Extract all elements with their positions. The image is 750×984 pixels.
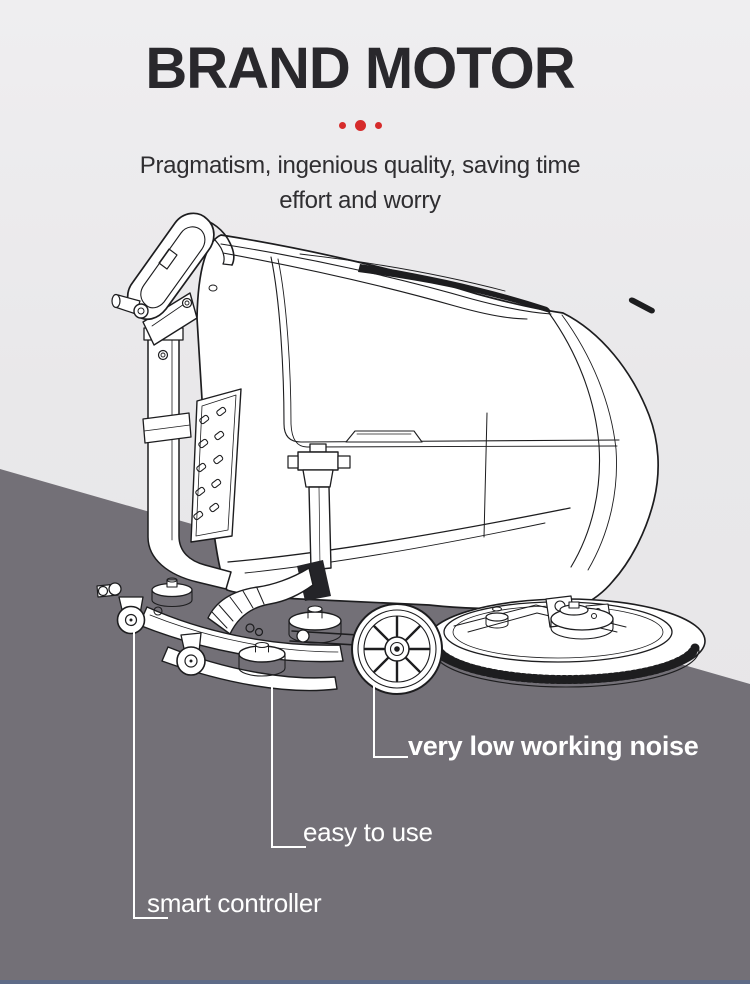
subtitle (0, 149, 720, 219)
header (0, 36, 720, 219)
dot-icon (355, 120, 366, 131)
dot-icon (375, 122, 382, 129)
page-title: BRAND MOTOR (145, 36, 575, 101)
label-easy-to-use: easy to use (303, 817, 433, 847)
label-low-noise: very low working noise (408, 731, 699, 761)
dot-icon (339, 122, 346, 129)
subtitle-line-2: effort and worry (279, 186, 441, 214)
bottom-accent-bar (0, 980, 750, 984)
label-smart-controller: smart controller (147, 888, 322, 918)
accent-dots (0, 120, 720, 131)
subtitle-line-1: Pragmatism, ingenious quality, saving time (139, 152, 581, 179)
